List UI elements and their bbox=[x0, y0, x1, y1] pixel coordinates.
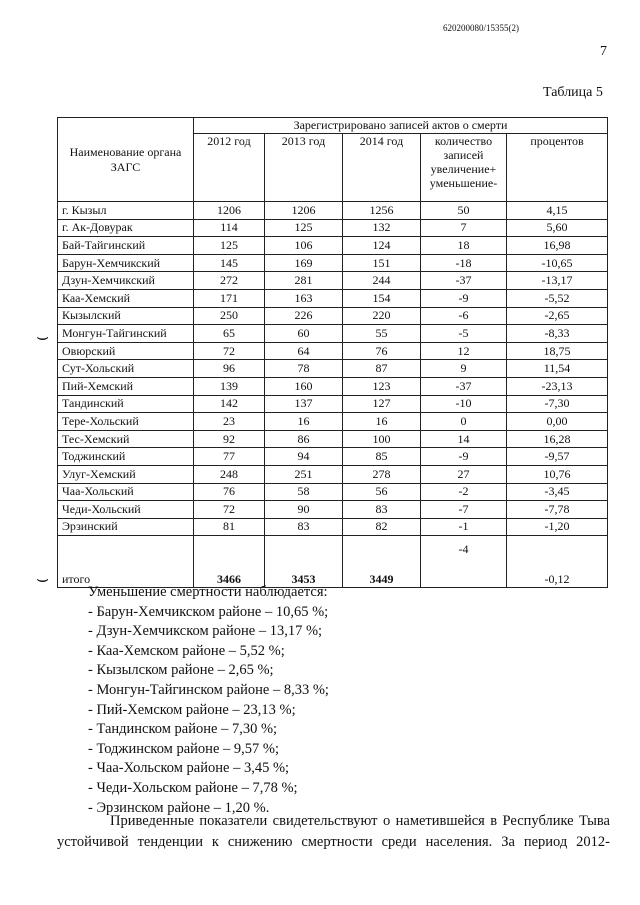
table-row bbox=[58, 307, 608, 325]
cell-y2014: 132 bbox=[343, 219, 421, 237]
list-item: - Монгун-Тайгинском районе – 8,33 %; bbox=[88, 681, 329, 698]
list-item: - Барун-Хемчикском районе – 10,65 %; bbox=[88, 603, 329, 620]
cell-change: 9 bbox=[421, 360, 507, 378]
cell-percent: 16,28 bbox=[507, 430, 608, 448]
cell-y2013: 83 bbox=[265, 518, 343, 536]
cell-y2013: 1206 bbox=[265, 202, 343, 220]
cell-y2013: 137 bbox=[265, 395, 343, 413]
decrease-heading: Уменьшение смертности наблюдается: bbox=[88, 584, 328, 600]
cell-y2012: 145 bbox=[194, 254, 265, 272]
column-header-2013: 2013 год bbox=[265, 134, 343, 202]
conclusion-line-2: устойчивой тенденции к снижению смертности среди населения. За период 2012- bbox=[57, 834, 610, 850]
total-change: -4 bbox=[421, 536, 507, 588]
table-row bbox=[58, 377, 608, 395]
cell-percent: -7,78 bbox=[507, 501, 608, 519]
total-2014: 3449 bbox=[343, 536, 421, 588]
cell-change: 12 bbox=[421, 342, 507, 360]
cell-y2013: 78 bbox=[265, 360, 343, 378]
cell-name: г. Ак-Довурак bbox=[58, 219, 194, 237]
cell-y2012: 125 bbox=[194, 237, 265, 255]
table-row bbox=[58, 483, 608, 501]
cell-y2014: 1256 bbox=[343, 202, 421, 220]
list-item: - Дзун-Хемчикском районе – 13,17 %; bbox=[88, 623, 323, 640]
total-2013: 3453 bbox=[265, 536, 343, 588]
cell-name: Бай-Тайгинский bbox=[58, 237, 194, 255]
cell-percent: -10,65 bbox=[507, 254, 608, 272]
column-header-percent: процентов bbox=[507, 134, 608, 202]
cell-y2012: 92 bbox=[194, 430, 265, 448]
organ-column-header: Наименование органа ЗАГС bbox=[58, 118, 194, 202]
cell-change: -2 bbox=[421, 483, 507, 501]
total-2012: 3466 bbox=[194, 536, 265, 588]
conclusion-paragraph bbox=[57, 811, 610, 853]
cell-percent: -5,52 bbox=[507, 289, 608, 307]
death-records-table bbox=[57, 117, 608, 588]
cell-name: Эрзинский bbox=[58, 518, 194, 536]
document-id: 620200080/15355(2) bbox=[443, 23, 519, 33]
cell-change: -1 bbox=[421, 518, 507, 536]
cell-y2013: 60 bbox=[265, 325, 343, 343]
cell-name: Барун-Хемчикский bbox=[58, 254, 194, 272]
column-header-change: количество записей увеличение+ уменьшение- bbox=[421, 134, 507, 202]
cell-y2014: 87 bbox=[343, 360, 421, 378]
cell-y2013: 16 bbox=[265, 413, 343, 431]
cell-name: Тес-Хемский bbox=[58, 430, 194, 448]
cell-name: г. Кызыл bbox=[58, 202, 194, 220]
table-row bbox=[58, 342, 608, 360]
cell-name: Пий-Хемский bbox=[58, 377, 194, 395]
cell-y2012: 23 bbox=[194, 413, 265, 431]
cell-change: -37 bbox=[421, 377, 507, 395]
cell-y2012: 72 bbox=[194, 342, 265, 360]
cell-name: Каа-Хемский bbox=[58, 289, 194, 307]
table-row bbox=[58, 254, 608, 272]
cell-y2014: 85 bbox=[343, 448, 421, 466]
cell-y2014: 76 bbox=[343, 342, 421, 360]
cell-name: Чеди-Хольский bbox=[58, 501, 194, 519]
total-percent: -0,12 bbox=[507, 536, 608, 588]
cell-y2012: 81 bbox=[194, 518, 265, 536]
cell-name: Кызылский bbox=[58, 307, 194, 325]
cell-name: Улуг-Хемский bbox=[58, 465, 194, 483]
cell-y2012: 272 bbox=[194, 272, 265, 290]
column-header-2012: 2012 год bbox=[194, 134, 265, 202]
cell-change: -9 bbox=[421, 448, 507, 466]
list-item: - Каа-Хемском районе – 5,52 %; bbox=[88, 642, 285, 659]
cell-y2012: 96 bbox=[194, 360, 265, 378]
cell-y2013: 106 bbox=[265, 237, 343, 255]
decrease-section bbox=[88, 583, 329, 818]
decrease-list bbox=[88, 603, 329, 819]
cell-y2012: 1206 bbox=[194, 202, 265, 220]
cell-y2012: 171 bbox=[194, 289, 265, 307]
cell-percent: -3,45 bbox=[507, 483, 608, 501]
cell-percent: 5,60 bbox=[507, 219, 608, 237]
cell-name: Тоджинский bbox=[58, 448, 194, 466]
cell-y2014: 100 bbox=[343, 430, 421, 448]
cell-name: Дзун-Хемчикский bbox=[58, 272, 194, 290]
cell-percent: -2,65 bbox=[507, 307, 608, 325]
cell-y2014: 278 bbox=[343, 465, 421, 483]
cell-change: -10 bbox=[421, 395, 507, 413]
cell-change: -9 bbox=[421, 289, 507, 307]
cell-y2014: 82 bbox=[343, 518, 421, 536]
list-item: - Тоджинском районе – 9,57 %; bbox=[88, 740, 279, 757]
cell-name: Монгун-Тайгинский bbox=[58, 325, 194, 343]
cell-percent: 18,75 bbox=[507, 342, 608, 360]
cell-change: 27 bbox=[421, 465, 507, 483]
cell-percent: 0,00 bbox=[507, 413, 608, 431]
table-row bbox=[58, 360, 608, 378]
table-row bbox=[58, 219, 608, 237]
cell-y2013: 90 bbox=[265, 501, 343, 519]
table-row bbox=[58, 325, 608, 343]
cell-y2013: 160 bbox=[265, 377, 343, 395]
cell-name: Тере-Хольский bbox=[58, 413, 194, 431]
cell-change: 14 bbox=[421, 430, 507, 448]
cell-y2013: 86 bbox=[265, 430, 343, 448]
cell-change: -37 bbox=[421, 272, 507, 290]
cell-change: 0 bbox=[421, 413, 507, 431]
cell-change: -5 bbox=[421, 325, 507, 343]
list-item: - Чаа-Хольском районе – 3,45 %; bbox=[88, 760, 290, 777]
table-row bbox=[58, 202, 608, 220]
cell-percent: -7,30 bbox=[507, 395, 608, 413]
group-header: Зарегистрировано записей актов о смерти bbox=[194, 118, 608, 134]
table-row bbox=[58, 518, 608, 536]
cell-y2014: 244 bbox=[343, 272, 421, 290]
cell-y2014: 151 bbox=[343, 254, 421, 272]
cell-name: Овюрский bbox=[58, 342, 194, 360]
cell-y2012: 72 bbox=[194, 501, 265, 519]
cell-name: Сут-Хольский bbox=[58, 360, 194, 378]
cell-y2014: 56 bbox=[343, 483, 421, 501]
list-item: - Кызылском районе – 2,65 %; bbox=[88, 662, 274, 679]
cell-y2012: 76 bbox=[194, 483, 265, 501]
cell-percent: -23,13 bbox=[507, 377, 608, 395]
total-label: итого bbox=[58, 536, 194, 588]
cell-y2013: 281 bbox=[265, 272, 343, 290]
cell-percent: -8,33 bbox=[507, 325, 608, 343]
table-row bbox=[58, 430, 608, 448]
cell-y2013: 163 bbox=[265, 289, 343, 307]
table-row bbox=[58, 501, 608, 519]
total-row bbox=[58, 536, 608, 588]
table-row bbox=[58, 413, 608, 431]
cell-y2013: 169 bbox=[265, 254, 343, 272]
table-title: Таблица 5 bbox=[543, 85, 603, 100]
list-item: - Эрзинском районе – 1,20 %. bbox=[88, 799, 270, 816]
cell-y2014: 124 bbox=[343, 237, 421, 255]
cell-y2014: 83 bbox=[343, 501, 421, 519]
cell-y2014: 154 bbox=[343, 289, 421, 307]
cell-y2013: 64 bbox=[265, 342, 343, 360]
cell-name: Чаа-Хольский bbox=[58, 483, 194, 501]
cell-y2014: 55 bbox=[343, 325, 421, 343]
cell-y2012: 248 bbox=[194, 465, 265, 483]
cell-y2012: 250 bbox=[194, 307, 265, 325]
cell-change: -7 bbox=[421, 501, 507, 519]
cell-y2012: 77 bbox=[194, 448, 265, 466]
cell-y2013: 251 bbox=[265, 465, 343, 483]
cell-percent: -13,17 bbox=[507, 272, 608, 290]
conclusion-line-1: Приведенные показатели свидетельствуют о наметившейся в Республике Тыва bbox=[110, 813, 610, 829]
cell-percent: 4,15 bbox=[507, 202, 608, 220]
cell-y2013: 94 bbox=[265, 448, 343, 466]
table-row bbox=[58, 272, 608, 290]
cell-y2012: 65 bbox=[194, 325, 265, 343]
cell-y2014: 127 bbox=[343, 395, 421, 413]
cell-y2013: 58 bbox=[265, 483, 343, 501]
cell-y2014: 123 bbox=[343, 377, 421, 395]
cell-y2013: 226 bbox=[265, 307, 343, 325]
cell-change: -6 bbox=[421, 307, 507, 325]
cell-change: 18 bbox=[421, 237, 507, 255]
cell-percent: -9,57 bbox=[507, 448, 608, 466]
cell-name: Тандинский bbox=[58, 395, 194, 413]
list-item: - Пий-Хемском районе – 23,13 %; bbox=[88, 701, 296, 718]
page-number: 7 bbox=[600, 44, 607, 59]
cell-percent: -1,20 bbox=[507, 518, 608, 536]
cell-y2014: 16 bbox=[343, 413, 421, 431]
table-row bbox=[58, 395, 608, 413]
cell-y2012: 114 bbox=[194, 219, 265, 237]
cell-percent: 10,76 bbox=[507, 465, 608, 483]
margin-mark: ⌣ bbox=[36, 326, 50, 348]
cell-y2013: 125 bbox=[265, 219, 343, 237]
cell-change: -18 bbox=[421, 254, 507, 272]
cell-y2012: 142 bbox=[194, 395, 265, 413]
list-item: - Чеди-Хольском районе – 7,78 %; bbox=[88, 779, 298, 796]
cell-percent: 11,54 bbox=[507, 360, 608, 378]
table-row bbox=[58, 289, 608, 307]
cell-y2014: 220 bbox=[343, 307, 421, 325]
cell-percent: 16,98 bbox=[507, 237, 608, 255]
table-row bbox=[58, 465, 608, 483]
list-item: - Тандинском районе – 7,30 %; bbox=[88, 721, 278, 738]
table-row bbox=[58, 237, 608, 255]
margin-mark: ⌣ bbox=[36, 568, 50, 590]
cell-y2012: 139 bbox=[194, 377, 265, 395]
table-row bbox=[58, 448, 608, 466]
column-header-2014: 2014 год bbox=[343, 134, 421, 202]
cell-change: 7 bbox=[421, 219, 507, 237]
cell-change: 50 bbox=[421, 202, 507, 220]
